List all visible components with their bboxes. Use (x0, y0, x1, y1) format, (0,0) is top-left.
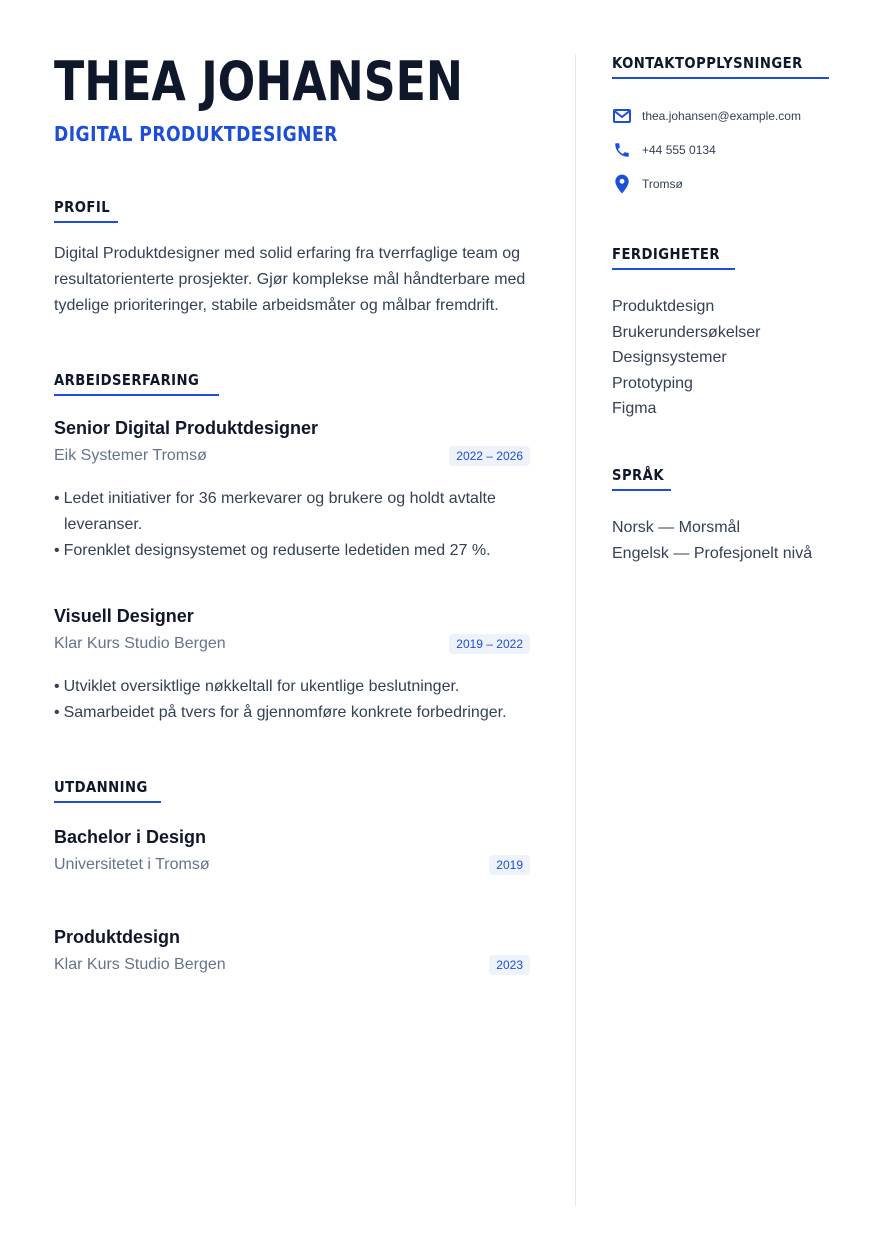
languages-heading: SPRÅK (612, 466, 671, 491)
contact-heading: KONTAKTOPPLYSNINGER (612, 54, 829, 79)
profile-text: Digital Produktdesigner med solid erfaring fra tverrfaglige team og resultatorienterte prosjekter. Gjør komplekse mål håndterbare med tydelige prioriteringer, stabile arbeidsmåter og målbar fremdrift. (54, 245, 526, 314)
education-year-badge: 2019 (489, 855, 530, 875)
sidebar-column (612, 54, 852, 566)
education-entry (54, 825, 530, 875)
job-title: Senior Digital Produktdesigner (54, 418, 319, 438)
job-bullet: • Forenklet designsystemet og reduserte ledetiden med 27 %. (54, 538, 530, 564)
education-school: Klar Kurs Studio Bergen (54, 956, 226, 973)
main-column (54, 50, 530, 975)
candidate-role: DIGITAL PRODUKTDESIGNER (54, 122, 338, 146)
contact-location-text: Tromsø (642, 177, 683, 191)
job-bullets (54, 674, 530, 726)
contact-email (612, 99, 852, 133)
job-bullet: • Samarbeidet på tvers for å gjennomføre konkrete forbedringer. (54, 700, 530, 726)
language-item: Engelsk — Profesjonelt nivå (612, 544, 813, 562)
job-period-badge: 2022 – 2026 (449, 446, 530, 466)
job-entry (54, 604, 530, 726)
education-degree: Bachelor i Design (54, 827, 207, 847)
skills-list (612, 294, 852, 422)
education-school: Universitetet i Tromsø (54, 856, 210, 873)
skills-heading: FERDIGHETER (612, 245, 735, 270)
contact-phone-text: +44 555 0134 (642, 143, 716, 157)
contact-email-text: thea.johansen@example.com (642, 109, 801, 123)
profile-section (54, 198, 530, 319)
job-period-badge: 2019 – 2022 (449, 634, 530, 654)
education-heading: UTDANNING (54, 778, 161, 803)
job-entry (54, 416, 530, 564)
column-divider (575, 54, 576, 1206)
skill-item: Designsystemer (612, 349, 727, 367)
job-bullets (54, 486, 530, 564)
contact-location (612, 167, 852, 201)
skill-item: Prototyping (612, 374, 693, 392)
languages-section (612, 466, 852, 566)
phone-icon (612, 140, 632, 160)
job-company: Eik Systemer Tromsø (54, 447, 207, 464)
job-company: Klar Kurs Studio Bergen (54, 635, 226, 652)
contact-phone (612, 133, 852, 167)
education-degree: Produktdesign (54, 927, 181, 947)
education-section (54, 778, 530, 975)
job-title: Visuell Designer (54, 606, 194, 626)
skill-item: Produktdesign (612, 298, 715, 315)
mail-icon (612, 106, 632, 126)
language-item: Norsk — Morsmål (612, 518, 741, 536)
skills-section (612, 245, 852, 422)
education-year-badge: 2023 (489, 955, 530, 975)
languages-list (612, 515, 852, 566)
candidate-name: THEA JOHANSEN (54, 50, 463, 113)
location-pin-icon (612, 174, 632, 194)
contact-section (612, 54, 852, 201)
profile-heading: PROFIL (54, 198, 118, 223)
experience-section (54, 371, 530, 726)
job-bullet: • Ledet initiativer for 36 merkevarer og brukere og holdt avtalte leveranser. (54, 486, 530, 538)
education-entry (54, 925, 530, 975)
skill-item: Brukerundersøkelser (612, 323, 761, 341)
job-bullet: • Utviklet oversiktlige nøkkeltall for ukentlige beslutninger. (54, 674, 530, 700)
experience-heading: ARBEIDSERFARING (54, 371, 219, 396)
skill-item: Figma (612, 400, 657, 418)
